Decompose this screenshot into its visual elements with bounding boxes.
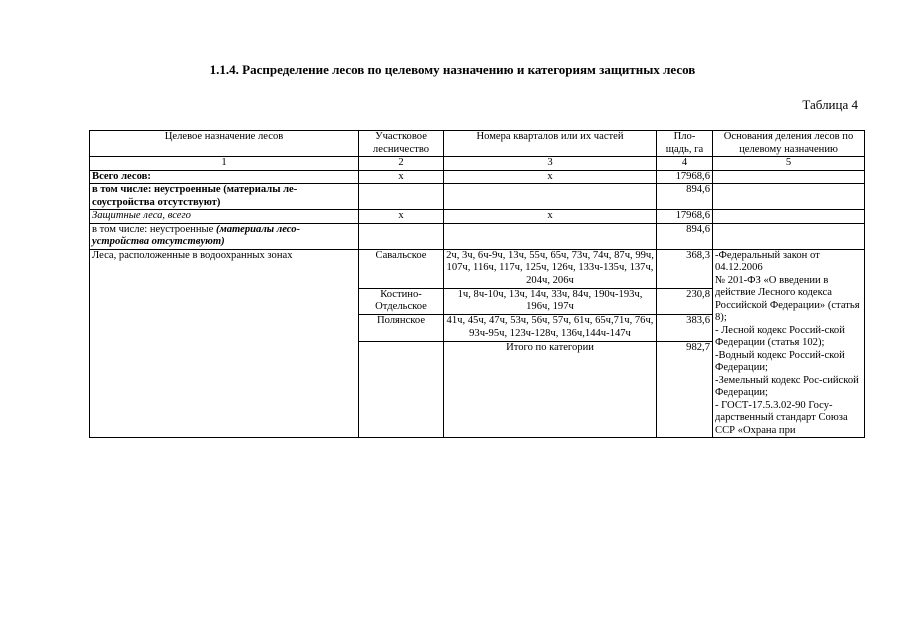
row-total bbox=[90, 170, 865, 184]
protective-quarters: х bbox=[444, 210, 657, 224]
row-protective bbox=[90, 210, 865, 224]
polyanskoe-forestry: Полянское bbox=[359, 315, 444, 342]
header-row bbox=[90, 131, 865, 157]
total-label: Всего лесов: bbox=[90, 170, 359, 184]
col-number-3: 3 bbox=[444, 157, 657, 171]
savalskoe-forestry: Савальское bbox=[359, 249, 444, 288]
column-number-row bbox=[90, 157, 865, 171]
kostino-forestry: Костино-Отдельское bbox=[359, 288, 444, 315]
protective-forestry: х bbox=[359, 210, 444, 224]
total-quarters: х bbox=[444, 170, 657, 184]
col-number-2: 2 bbox=[359, 157, 444, 171]
header-quarters: Номера кварталов или их частей bbox=[444, 131, 657, 157]
header-area bbox=[657, 131, 713, 157]
basis-line-1: -Федеральный закон от 04.12.2006 bbox=[715, 249, 820, 273]
total-unbuilt-area: 894,6 bbox=[657, 184, 713, 210]
protective-basis bbox=[713, 210, 865, 224]
subtotal-forestry bbox=[359, 342, 444, 438]
total-unbuilt-label: в том числе: неустроенные (материалы ле-соустройства отсутствуют) bbox=[90, 184, 359, 210]
polyanskoe-area: 383,6 bbox=[657, 315, 713, 342]
subtotal-area: 982,7 bbox=[657, 342, 713, 438]
savalskoe-area: 368,3 bbox=[657, 249, 713, 288]
header-basis: Основания деления лесов по целевому назначению bbox=[713, 131, 865, 157]
col-number-4: 4 bbox=[657, 157, 713, 171]
basis-line-4: -Водный кодекс Россий-ской Федерации; bbox=[715, 349, 845, 373]
header-forestry: Участковое лесничество bbox=[359, 131, 444, 157]
polyanskoe-quarters: 41ч, 45ч, 47ч, 53ч, 56ч, 57ч, 61ч, 65ч,71ч, 76ч, 93ч-95ч, 123ч-128ч, 136ч,144ч-147ч bbox=[444, 315, 657, 342]
header-area-line2: щадь, га bbox=[665, 143, 704, 155]
row-water-savalskoe bbox=[90, 249, 865, 288]
protective-unbuilt-label-bold: (материалы лесо-устройства отсутствуют) bbox=[92, 223, 301, 247]
table-number: Таблица 4 bbox=[802, 97, 858, 112]
section-heading: 1.1.4. Распределение лесов по целевому назначению и категориям защитных лесов bbox=[209, 62, 696, 77]
total-forestry: х bbox=[359, 170, 444, 184]
protective-label: Защитные леса, всего bbox=[90, 210, 359, 224]
forest-distribution-table bbox=[89, 130, 865, 438]
row-total-unbuilt bbox=[90, 184, 865, 210]
kostino-area: 230,8 bbox=[657, 288, 713, 315]
protective-unbuilt-basis bbox=[713, 223, 865, 249]
basis-line-5: -Земельный кодекс Рос-сийской Федерации; bbox=[715, 374, 859, 398]
row-protective-unbuilt bbox=[90, 223, 865, 249]
protective-unbuilt-label-plain: в том числе: неустроенные bbox=[92, 223, 216, 235]
total-unbuilt-quarters bbox=[444, 184, 657, 210]
col-number-1: 1 bbox=[90, 157, 359, 171]
col-number-5: 5 bbox=[713, 157, 865, 171]
header-purpose: Целевое назначение лесов bbox=[90, 131, 359, 157]
total-unbuilt-forestry bbox=[359, 184, 444, 210]
total-unbuilt-basis bbox=[713, 184, 865, 210]
basis-line-2: № 201-ФЗ «О введении в действие Лесного кодекса Российской Федерации» (статья 8); bbox=[715, 274, 860, 323]
protective-unbuilt-area: 894,6 bbox=[657, 223, 713, 249]
total-area: 17968,6 bbox=[657, 170, 713, 184]
protective-unbuilt-label bbox=[90, 223, 359, 249]
water-zone-basis bbox=[713, 249, 865, 438]
protective-unbuilt-forestry bbox=[359, 223, 444, 249]
kostino-quarters: 1ч, 8ч-10ч, 13ч, 14ч, 33ч, 84ч, 190ч-193ч, 196ч, 197ч bbox=[444, 288, 657, 315]
water-zone-label: Леса, расположенные в водоохранных зонах bbox=[90, 249, 359, 438]
subtotal-label: Итого по категории bbox=[444, 342, 657, 438]
basis-line-6: - ГОСТ-17.5.3.02-90 Госу-дарственный стандарт Союза ССР «Охрана при bbox=[715, 399, 848, 436]
protective-unbuilt-quarters bbox=[444, 223, 657, 249]
protective-area: 17968,6 bbox=[657, 210, 713, 224]
basis-line-3: - Лесной кодекс Россий-ской Федерации (статья 102); bbox=[715, 324, 845, 348]
total-basis bbox=[713, 170, 865, 184]
header-area-line1: Пло- bbox=[673, 131, 696, 142]
savalskoe-quarters: 2ч, 3ч, 6ч-9ч, 13ч, 55ч, 65ч, 73ч, 74ч, 87ч, 99ч, 107ч, 116ч, 117ч, 125ч, 126ч, 133ч-135ч, 137ч, 204ч, 206ч bbox=[444, 249, 657, 288]
